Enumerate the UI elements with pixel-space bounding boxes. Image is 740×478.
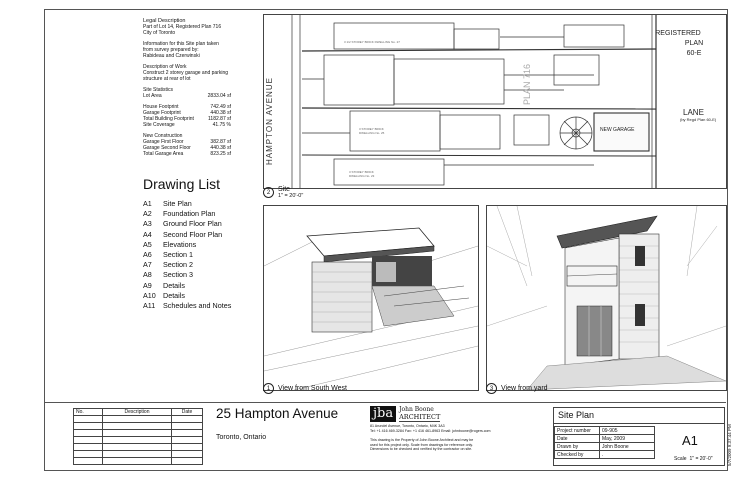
view-1-caption: [263, 383, 347, 394]
work-line: Construct 2 storey garage and parking: [143, 70, 229, 76]
drawing-name: Site Plan: [163, 199, 192, 208]
drawing-code: A7: [143, 260, 152, 270]
checked-by-label: Checked by: [555, 451, 600, 459]
date-value: May, 2009: [600, 435, 655, 443]
drawing-code: A5: [143, 239, 152, 249]
firm-address: 81 Arundel Avenue, Toronto, Ontario, M4K 3A3: [370, 424, 445, 428]
stats-title: Site Statistics: [143, 87, 174, 93]
title-block-divider: [44, 402, 726, 403]
info-line: Rabideau and Czerwinski: [143, 53, 200, 59]
sheet-title: Site Plan: [554, 408, 724, 424]
drawing-list-item: [143, 301, 258, 311]
site-plan-view: [263, 14, 727, 189]
drawing-name: Details: [163, 280, 185, 290]
firm-logo: jba: [370, 406, 396, 422]
drawing-list-item: [143, 209, 258, 219]
legal-line: Part of Lot 14, Registered Plan 716: [143, 24, 222, 30]
disclaimer-line: Dimensions to be checked and verified by the contractor on site.: [370, 447, 473, 452]
drawn-by-value: John Boone: [600, 443, 655, 451]
view-3-caption-text: View from yard: [501, 385, 548, 392]
svg-text:3 STOREY BRICK: 3 STOREY BRICK: [349, 170, 374, 174]
drawing-code: A6: [143, 250, 152, 260]
drawing-name: Section 3: [163, 270, 193, 280]
drawing-name: Foundation Plan: [163, 209, 216, 219]
stat-row: Garage First Floor 382.87 sf: [143, 139, 231, 145]
project-number: 09-905: [600, 427, 655, 435]
revision-table: [73, 408, 203, 465]
drawing-name: Details: [163, 290, 185, 300]
lane-label: LANE: [683, 108, 704, 117]
svg-text:3 1/2 STOREY BRICK DWELLING No: 3 1/2 STOREY BRICK DWELLING No. 27: [344, 40, 400, 44]
south-west-render: [264, 206, 478, 390]
drawing-name: Schedules and Notes: [163, 301, 232, 311]
registered-label-1: REGISTERED: [655, 30, 701, 37]
view-3-caption: [486, 383, 548, 394]
stat-row: Total Garage Area 823.25 sf: [143, 151, 231, 157]
drawing-list-item: [143, 250, 258, 260]
drawing-list-item: [143, 199, 258, 209]
svg-text:DWELLING No. 23: DWELLING No. 23: [349, 174, 375, 178]
drawing-code: A9: [143, 280, 152, 290]
registered-label-3: 60-E: [686, 50, 702, 57]
drawing-name: Elevations: [163, 239, 197, 249]
drawing-code: A3: [143, 219, 152, 229]
view-from-yard: [486, 205, 727, 391]
rev-header-description: Description: [103, 409, 172, 416]
project-number-label: Project number: [555, 427, 600, 435]
stat-row: House Footprint 742.49 sf: [143, 104, 231, 110]
stat-row: Garage Footprint 440.38 sf: [143, 110, 231, 116]
stat-row: Lot Area 2833.04 sf: [143, 93, 231, 99]
drawing-list-item: [143, 281, 258, 291]
view-south-west: [263, 205, 479, 391]
drawing-list-item: [143, 291, 258, 301]
drawing-list-item: [143, 240, 258, 250]
site-caption: [263, 186, 303, 199]
svg-text:DWELLING No. 25: DWELLING No. 25: [359, 131, 385, 135]
drawing-list-item: [143, 270, 258, 280]
drawing-name: Ground Floor Plan: [163, 219, 222, 229]
registered-label-2: PLAN: [684, 40, 704, 47]
drawing-list-items: [143, 199, 258, 311]
drawing-code: A11: [143, 301, 156, 311]
drawing-name: Second Floor Plan: [163, 229, 223, 239]
firm-contact: Tel: +1 416 469-3284 Fax: +1 416 461-8963 Email: johnboone@rogers.com: [370, 429, 491, 433]
project-name: 25 Hampton Avenue: [216, 406, 339, 421]
project-info: [143, 18, 258, 157]
drawing-list-item: [143, 260, 258, 270]
legal-line: City of Toronto: [143, 30, 176, 36]
drawing-name: Section 1: [163, 250, 193, 260]
drawing-name: Section 2: [163, 260, 193, 270]
svg-text:3 STOREY BRICK: 3 STOREY BRICK: [359, 127, 384, 131]
checked-by-value: .: [600, 451, 655, 459]
new-garage-label: NEW GARAGE: [600, 127, 635, 133]
drawing-list-title: Drawing List: [143, 176, 221, 192]
drawing-list-item: [143, 219, 258, 229]
drawing-code: A10: [143, 290, 156, 300]
scale-label: Scale: [674, 456, 687, 462]
site-caption-title: Site: [278, 186, 291, 193]
firm-name: John Boone: [399, 406, 434, 413]
stat-row: Site Coverage 41.75 %: [143, 122, 231, 128]
drawn-by-label: Drawn by: [555, 443, 600, 451]
drawing-code: A2: [143, 209, 152, 219]
stat-row: Total Building Footprint 1182.87 sf: [143, 116, 231, 122]
drawing-list: [143, 176, 258, 311]
view-number: 2: [263, 187, 274, 198]
date-label: Date: [555, 435, 600, 443]
stat-row: Garage Second Floor 440.38 sf: [143, 145, 231, 151]
work-title: Description of Work: [143, 64, 187, 70]
info-line: from survey prepared by:: [143, 47, 199, 53]
disclaimer-line: This drawing is the Property of John Boone Architect and may be: [370, 438, 474, 442]
project-location: Toronto, Ontario: [216, 434, 267, 441]
view-number: 3: [486, 383, 497, 394]
plan-label: PLAN 716: [522, 63, 532, 105]
street-label: HAMPTON AVENUE: [265, 77, 274, 165]
plot-timestamp: 5/7/2009 9:37:44 PM: [727, 424, 732, 466]
sheet-number: A1: [682, 433, 698, 448]
info-line: Information for this Site plan taken: [143, 41, 219, 47]
rev-header-date: Date: [172, 409, 203, 416]
lane-sub-label: (by Regd Plan 60-E): [680, 117, 717, 122]
drawing-code: A4: [143, 229, 152, 239]
view-1-caption-text: View from South West: [278, 385, 347, 392]
yard-render: [487, 206, 726, 390]
firm-title: ARCHITECT: [399, 413, 441, 421]
drawing-code: A8: [143, 270, 152, 280]
construction-title: New Construction: [143, 133, 183, 139]
drawing-code: A1: [143, 199, 152, 208]
disclaimer-line: used for this project only. Scale from drawings for reference only.: [370, 442, 473, 447]
rev-header-no: No.: [74, 409, 103, 416]
firm-block: [370, 406, 550, 452]
legal-title: Legal Description: [143, 18, 186, 24]
scale-value: 1" = 20'-0": [689, 456, 713, 462]
drawing-list-item: [143, 230, 258, 240]
site-plan-drawing: [264, 15, 726, 188]
scale-row: [674, 456, 713, 462]
site-scale: 1" = 20'-0": [278, 193, 304, 199]
work-line: structure at rear of lot: [143, 76, 191, 82]
sheet-info: [553, 407, 725, 466]
view-number: 1: [263, 383, 274, 394]
